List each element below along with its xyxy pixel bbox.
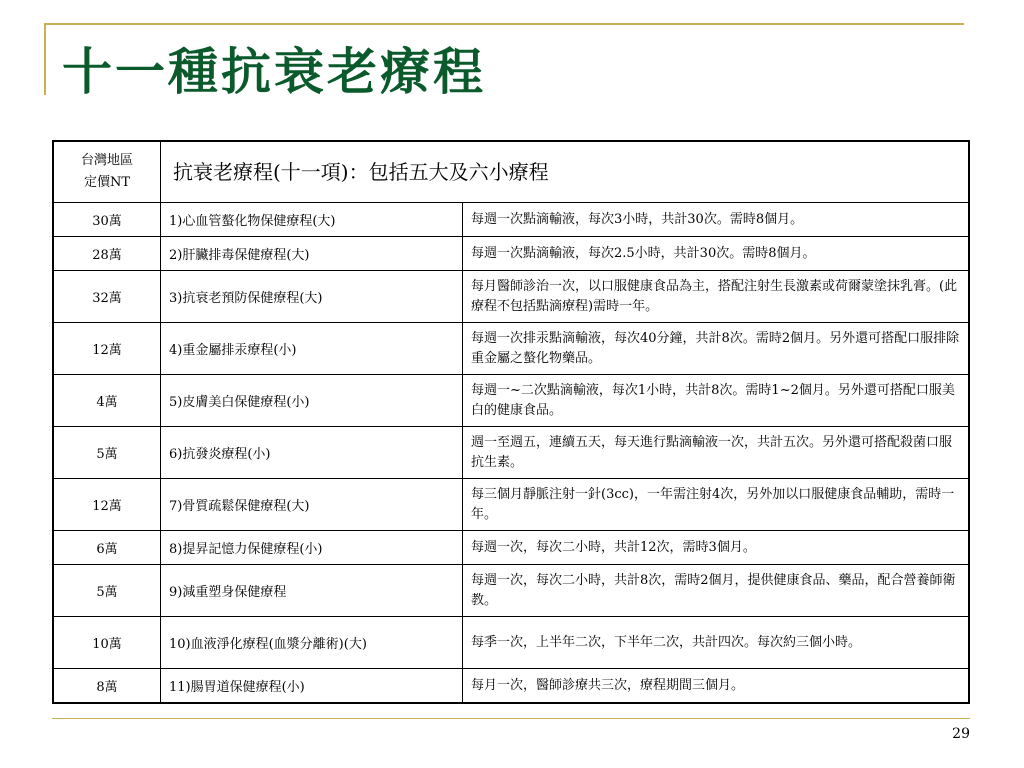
treatment-name-cell: 8)提昇記憶力保健療程(小) (161, 531, 463, 565)
price-cell: 8萬 (53, 669, 161, 704)
table-row (53, 669, 969, 704)
price-cell: 5萬 (53, 427, 161, 479)
table-row (53, 479, 969, 531)
treatment-name-cell: 6)抗發炎療程(小) (161, 427, 463, 479)
treatment-table (52, 140, 970, 704)
price-cell: 6萬 (53, 531, 161, 565)
table-row (53, 323, 969, 375)
price-cell: 5萬 (53, 565, 161, 617)
treatment-name-cell: 4)重金屬排汞療程(小) (161, 323, 463, 375)
treatment-note-cell: 週一至週五，連續五天，每天進行點滴輸液一次，共計五次。另外還可搭配殺菌口服抗生素。 (463, 427, 970, 479)
price-cell: 10萬 (53, 617, 161, 669)
price-cell: 12萬 (53, 323, 161, 375)
table-row (53, 617, 969, 669)
price-header-cell (53, 141, 161, 203)
treatment-note-cell: 每三個月靜脈注射一針(3cc)，一年需注射4次，另外加以口服健康食品輔助，需時一年。 (463, 479, 970, 531)
top-accent-rule (44, 23, 964, 25)
treatment-note-cell: 每週一次點滴輸液，每次2.5小時，共計30次。需時8個月。 (463, 237, 970, 271)
treatment-name-cell: 1)心血管螯化物保健療程(大) (161, 203, 463, 237)
table-row (53, 427, 969, 479)
treatment-note-cell: 每週一~二次點滴輸液，每次1小時，共計8次。需時1~2個月。另外還可搭配口服美白的健康食品。 (463, 375, 970, 427)
treatment-note-cell: 每季一次，上半年二次，下半年二次，共計四次。每次約三個小時。 (463, 617, 970, 669)
treatment-name-cell: 3)抗衰老預防保健療程(大) (161, 271, 463, 323)
price-header-line2: 定價NT (83, 175, 131, 190)
table-row (53, 375, 969, 427)
table-row (53, 565, 969, 617)
treatment-note-cell: 每週一次排汞點滴輸液，每次40分鐘，共計8次。需時2個月。另外還可搭配口服排除重金屬之螯化物藥品。 (463, 323, 970, 375)
treatment-note-cell: 每週一次，每次二小時，共計12次，需時3個月。 (463, 531, 970, 565)
treatment-note-cell: 每週一次點滴輸液，每次3小時，共計30次。需時8個月。 (463, 203, 970, 237)
treatment-note-cell: 每月一次，醫師診療共三次，療程期間三個月。 (463, 669, 970, 704)
treatment-name-cell: 10)血液淨化療程(血漿分離術)(大) (161, 617, 463, 669)
table-header-row (53, 141, 969, 203)
price-cell: 30萬 (53, 203, 161, 237)
table-row (53, 531, 969, 565)
table-row (53, 237, 969, 271)
treatment-name-cell: 2)肝臟排毒保健療程(大) (161, 237, 463, 271)
price-cell: 28萬 (53, 237, 161, 271)
page-number: 29 (952, 726, 970, 742)
price-cell: 32萬 (53, 271, 161, 323)
footer-accent-rule (52, 718, 970, 719)
price-header-line1: 台灣地區 (80, 153, 133, 168)
slide-title: 十一種抗衰老療程 (62, 42, 486, 101)
treatment-note-cell: 每週一次，每次二小時，共計8次，需時2個月，提供健康食品、藥品，配合營養師衛教。 (463, 565, 970, 617)
treatment-name-cell: 9)減重塑身保健療程 (161, 565, 463, 617)
table-header-title: 抗衰老療程(十一項)：包括五大及六小療程 (161, 141, 970, 203)
treatment-name-cell: 7)骨質疏鬆保健療程(大) (161, 479, 463, 531)
table-row (53, 271, 969, 323)
side-accent-rule (44, 23, 46, 95)
treatment-note-cell: 每月醫師診治一次，以口服健康食品為主，搭配注射生長激素或荷爾蒙塗抹乳膏。(此療程不包括點滴療程)需時一年。 (463, 271, 970, 323)
price-cell: 4萬 (53, 375, 161, 427)
treatment-name-cell: 5)皮膚美白保健療程(小) (161, 375, 463, 427)
table-row (53, 203, 969, 237)
treatment-name-cell: 11)腸胃道保健療程(小) (161, 669, 463, 704)
price-cell: 12萬 (53, 479, 161, 531)
